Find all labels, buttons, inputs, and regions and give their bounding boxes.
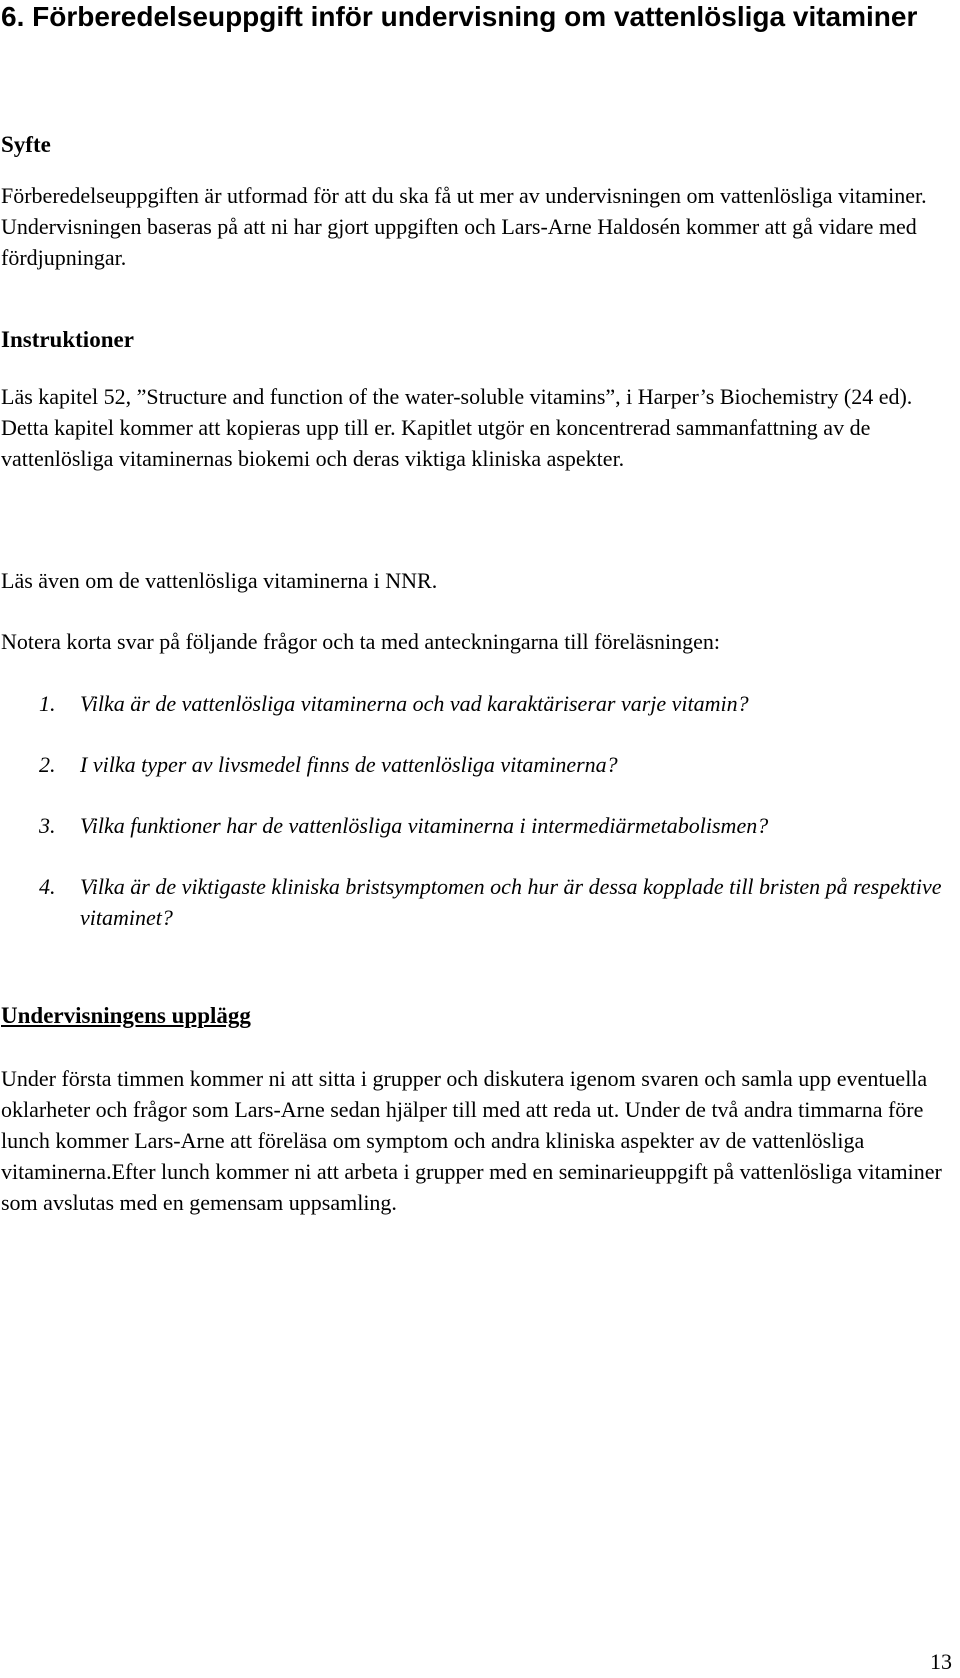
question-text: Vilka funktioner har de vattenlösliga vitaminerna i intermediärmetabolismen? [80, 813, 769, 838]
question-item [1, 871, 946, 933]
chapter-description-text: Detta kapitel kommer att kopieras upp till er. Kapitlet utgör en koncentrerad sammanfattning av de vattenlösliga vitaminernas biokemi och deras viktiga kliniska aspekter. [1, 415, 871, 471]
section-heading-syfte: Syfte [1, 132, 51, 157]
question-text: Vilka är de viktigaste kliniska bristsymptomen och hur är dessa kopplade till bristen på respektive vitaminet? [80, 874, 942, 930]
question-text: Vilka är de vattenlösliga vitaminerna och vad karaktäriserar varje vitamin? [80, 691, 749, 716]
question-list [1, 688, 946, 933]
question-text: I vilka typer av livsmedel finns de vattenlösliga vitaminerna? [80, 752, 618, 777]
section-heading-upplagg: Undervisningens upplägg [1, 1003, 251, 1028]
section-heading-instruktioner: Instruktioner [1, 327, 134, 352]
question-item [1, 749, 946, 780]
document-title: 6. Förberedelseuppgift inför undervisning om vattenlösliga vitaminer [1, 1, 918, 32]
page-number: 13 [930, 1649, 952, 1674]
syfte-paragraph: Förberedelseuppgiften är utformad för att du ska få ut mer av undervisningen om vattenlösliga vitaminer. Undervisningen baseras på att ni har gjort uppgiften och Lars-Arne Haldosén kommer att gå vidare med fördjupningar. [1, 183, 927, 270]
question-number: 1. [39, 691, 56, 716]
question-item [1, 688, 946, 719]
question-number: 4. [39, 874, 56, 899]
question-number: 2. [39, 752, 56, 777]
instruktioner-paragraph-1 [1, 381, 946, 474]
instruktioner-paragraph-3: Notera korta svar på följande frågor och ta med anteckningarna till föreläsningen: [1, 629, 720, 654]
reading-assignment-text: Läs kapitel 52, ”Structure and function of the water-soluble vitamins”, i Harper’s Biochemistry (24 ed). [1, 384, 913, 409]
upplagg-paragraph: Under första timmen kommer ni att sitta i grupper och diskutera igenom svaren och samla upp eventuella oklarheter och frågor som Lars-Arne sedan hjälper till med att reda ut. Under de två andra timmarna före lunch kommer Lars-Arne att föreläsa om symptom och andra kliniska aspekter av de vattenlösliga vitaminerna.Efter lunch kommer ni att arbeta i grupper med en seminarieuppgift på vattenlösliga vitaminer som avslutas med en gemensam uppsamling. [1, 1066, 942, 1215]
instruktioner-paragraph-2: Läs även om de vattenlösliga vitaminerna i NNR. [1, 568, 438, 593]
question-item [1, 810, 946, 841]
question-number: 3. [39, 813, 56, 838]
